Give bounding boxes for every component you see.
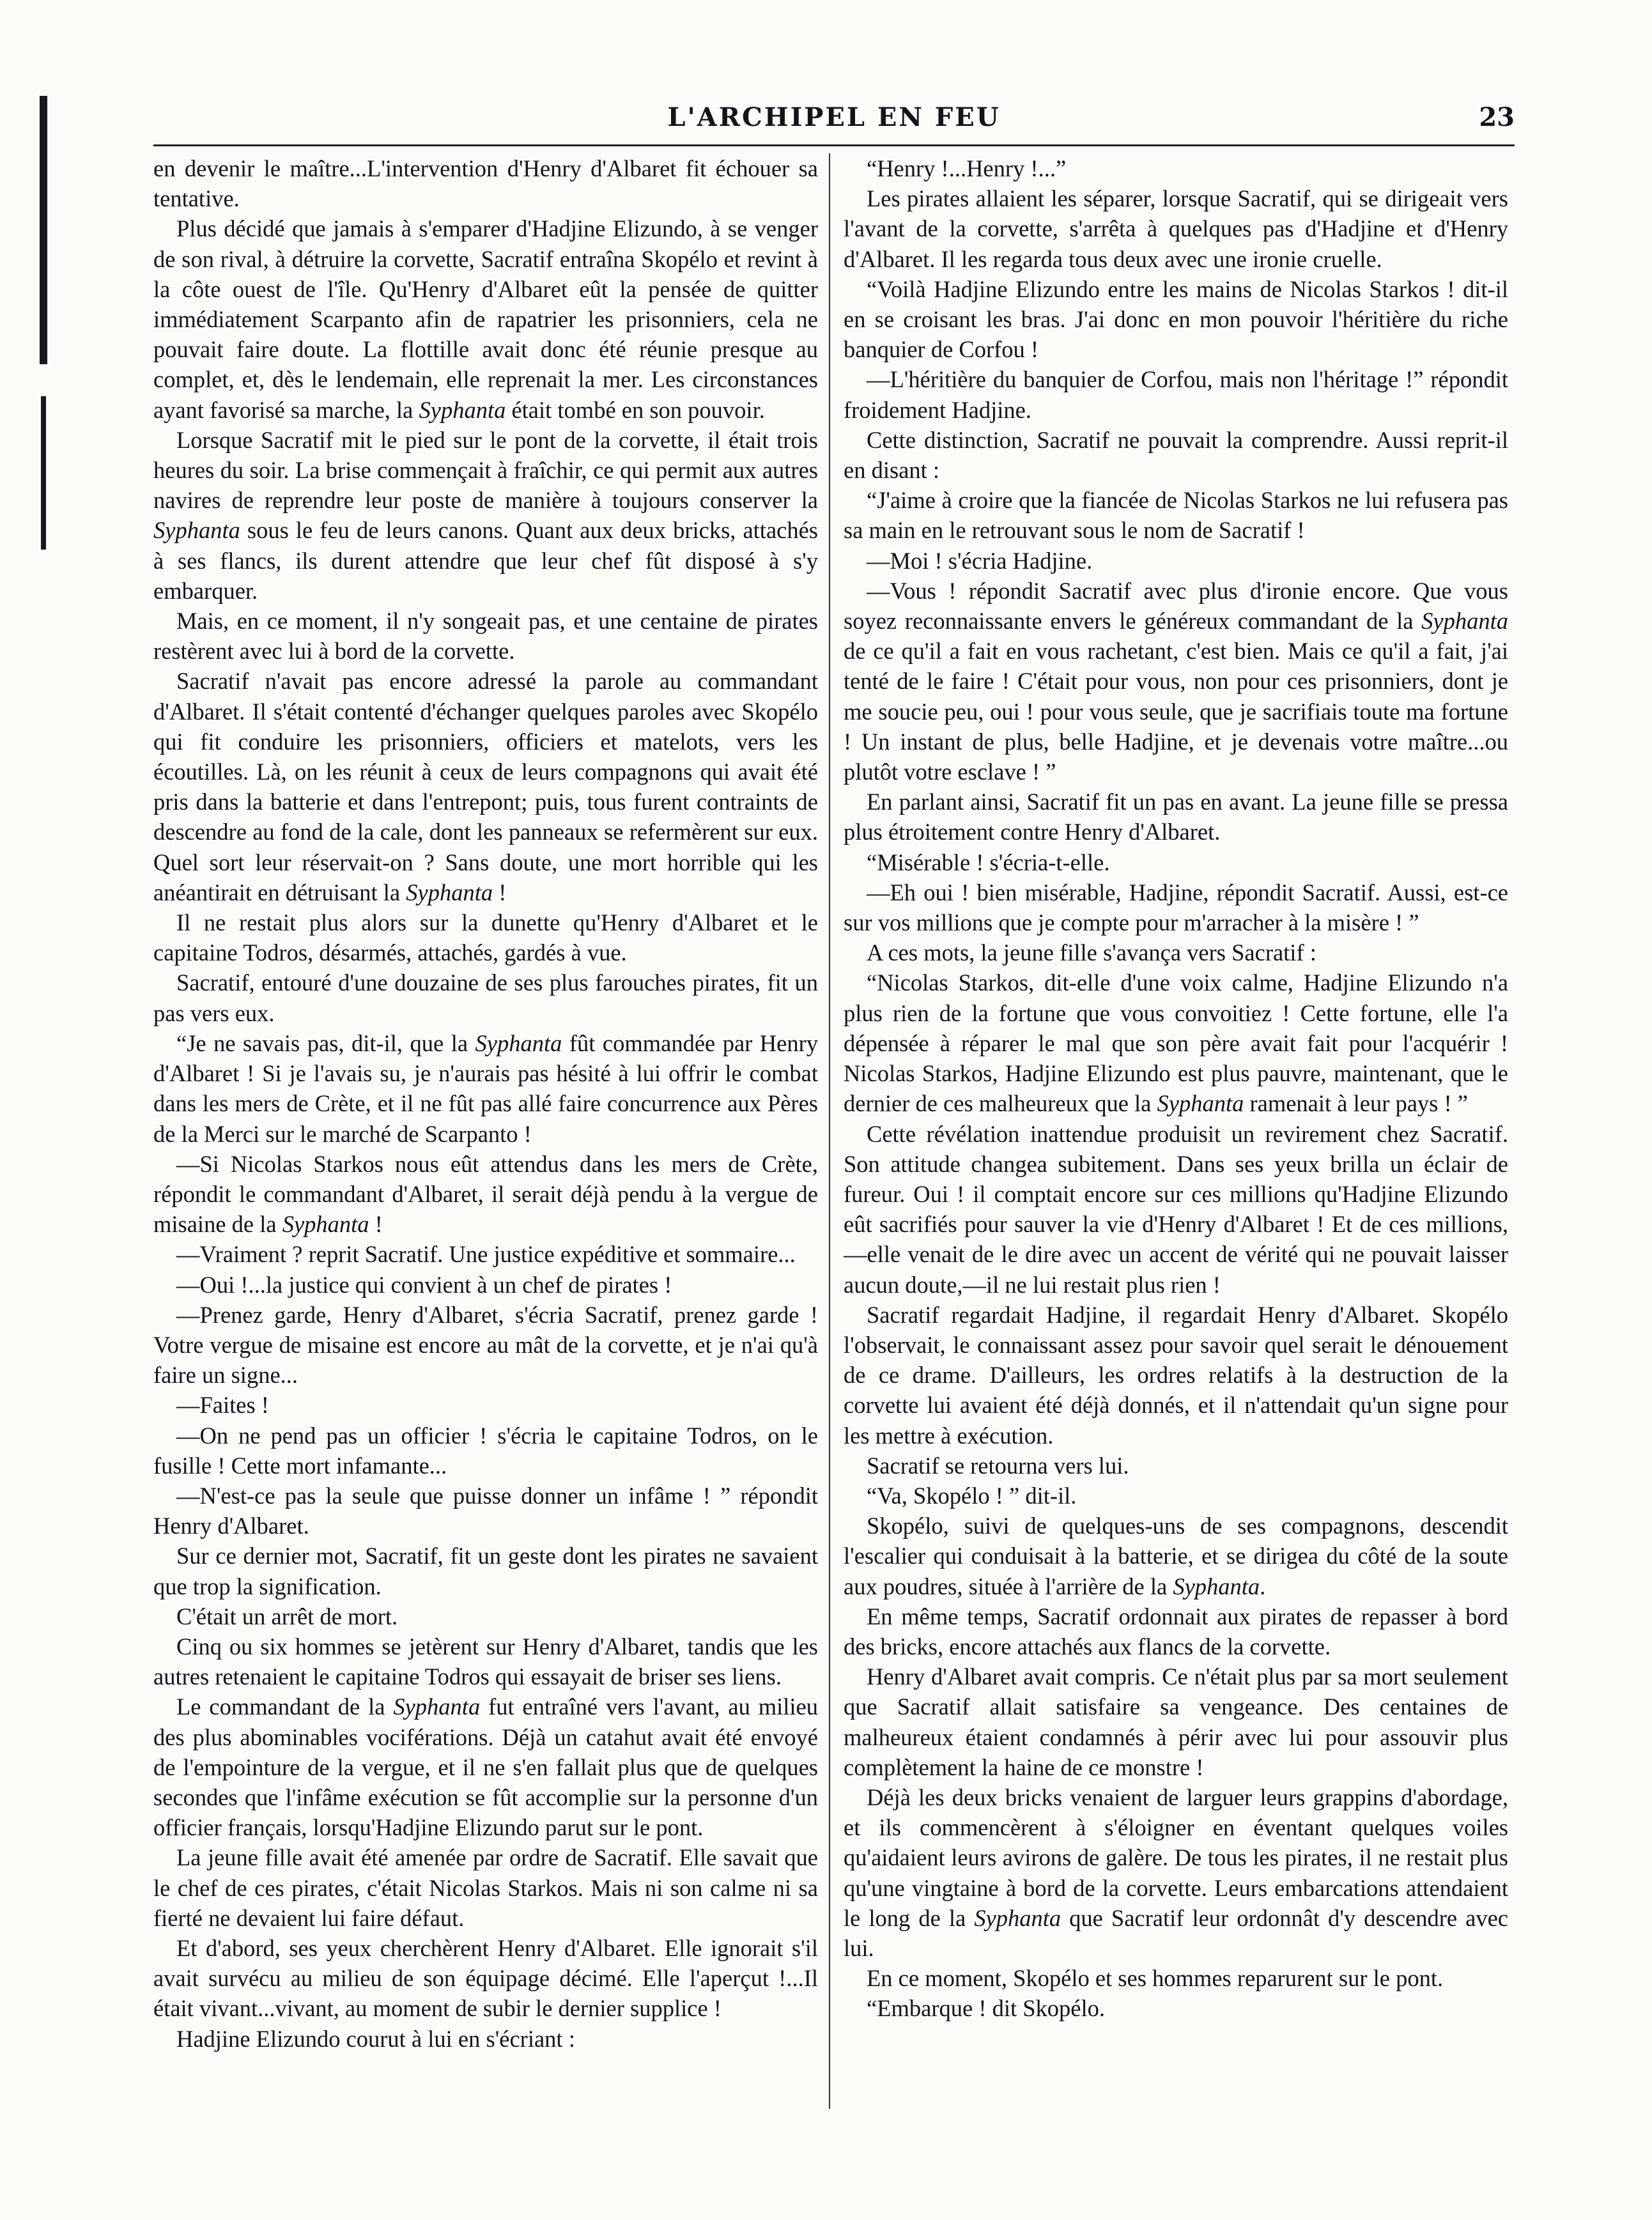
paragraph: Hadjine Elizundo courut à lui en s'écriant : [176, 2025, 575, 2052]
paragraph: —Faites ! [176, 1392, 269, 1419]
paragraph: “Embarque ! dit Skopélo. [867, 1995, 1106, 2022]
paragraph: en devenir le maître...L'intervention d'Henry d'Albaret fit échouer sa tentative. [153, 155, 818, 212]
paragraph: Henry d'Albaret avait compris. Ce n'était plus par sa mort seulement que Sacratif allait satisfaire sa vengeance. Des centaines de malheureux étaient condamnés à périr avec lui pour assouvir plus complètement la haine de ce monstre ! [844, 1663, 1508, 1780]
paragraph: A ces mots, la jeune fille s'avança vers Sacratif : [867, 939, 1316, 966]
paragraph: Sur ce dernier mot, Sacratif, fit un geste dont les pirates ne savaient que trop la signification. [153, 1543, 818, 1599]
paragraph: “Voilà Hadjine Elizundo entre les mains de Nicolas Starkos ! dit-il en se croisant les bras. J'ai donc en mon pouvoir l'héritière du riche banquier de Corfou ! [844, 275, 1508, 363]
paragraph: —Eh oui ! bien misérable, Hadjine, répondit Sacratif. Aussi, est-ce sur vos millions que je compte pour m'arracher à la misère ! ” [844, 879, 1508, 936]
paragraph: En ce moment, Skopélo et ses hommes reparurent sur le pont. [867, 1965, 1444, 1992]
paragraph: Les pirates allaient les séparer, lorsque Sacratif, qui se dirigeait vers l'avant de la corvette, s'arrêta à quelques pas d'Hadjine et d'Henry d'Albaret. Il les regarda tous deux avec une ironie cruelle. [844, 185, 1508, 272]
paragraph: Lorsque Sacratif mit le pied sur le pont de la corvette, il était trois heures du soir. La brise commençait à fraîchir, ce qui permit aux autres navires de reprendre leur poste de manière à toujours conserver la Syphanta sous le feu de leurs canons. Quant aux deux bricks, attachés à ses flancs, ils durent attendre que leur chef fût disposé à s'y embarquer. [153, 426, 818, 604]
paragraph: “Je ne savais pas, dit-il, que la Syphanta fût commandée par Henry d'Albaret ! Si je l'avais su, je n'aurais pas hésité à lui offrir le combat dans les mers de Crète, et il ne fût pas allé faire concurrence aux Pères de la Merci sur le marché de Scarpanto ! [153, 1029, 818, 1147]
paragraph: —Oui !...la justice qui convient à un chef de pirates ! [176, 1271, 672, 1298]
paragraph: —Si Nicolas Starkos nous eût attendus dans les mers de Crète, répondit le commandant d'Albaret, il serait déjà pendu à la vergue de misaine de la Syphanta ! [153, 1150, 818, 1238]
paragraph: “Misérable ! s'écria-t-elle. [867, 849, 1110, 875]
header-rule [153, 144, 1515, 146]
running-title: L'ARCHIPEL EN FEU [667, 102, 1001, 132]
paragraph: Il ne restait plus alors sur la dunette qu'Henry d'Albaret et le capitaine Todros, désarmés, attachés, gardés à vue. [153, 909, 818, 966]
page-number: 23 [1479, 102, 1515, 132]
paragraph: —Prenez garde, Henry d'Albaret, s'écria Sacratif, prenez garde ! Votre vergue de misaine est encore au mât de la corvette, et je n'ai qu'à faire un signe... [153, 1301, 818, 1389]
right-column [844, 153, 1508, 2122]
paragraph: Mais, en ce moment, il n'y songeait pas, et une centaine de pirates restèrent avec lui à bord de la corvette. [153, 608, 818, 665]
paragraph: Sacratif se retourna vers lui. [867, 1452, 1129, 1479]
paragraph: Le commandant de la Syphanta fut entraîné vers l'avant, au milieu des plus abominables vociférations. Déjà un catahut avait été envoyé de l'empointure de la vergue, et il ne s'en fallait plus que de quelques secondes que l'infâme exécution se fût accomplie sur la personne d'un officier français, lorsqu'Hadjine Elizundo parut sur le pont. [153, 1693, 818, 1841]
paragraph: Skopélo, suivi de quelques-uns de ses compagnons, descendit l'escalier qui conduisait à la batterie, et se dirigea du côté de la soute aux poudres, située à l'arrière de la Syphanta. [844, 1513, 1508, 1599]
paragraph: —On ne pend pas un officier ! s'écria le capitaine Todros, on le fusille ! Cette mort infamante... [153, 1422, 818, 1479]
paragraph: Plus décidé que jamais à s'emparer d'Hadjine Elizundo, à se venger de son rival, à détruire la corvette, Sacratif entraîna Skopélo et revint à la côte ouest de l'île. Qu'Henry d'Albaret eût la pensée de quitter immédiatement Scarpanto afin de rapatrier les prisonniers, cela ne pouvait faire doute. La flottille avait donc été réunie presque au complet, et, dès le lendemain, elle reprenait la mer. Les circonstances ayant favorisé sa marche, la Syphanta était tombé en son pouvoir. [153, 215, 818, 423]
binding-edge-mark-lower [41, 396, 46, 550]
paragraph: —Vous ! répondit Sacratif avec plus d'ironie encore. Que vous soyez reconnaissante envers le généreux commandant de la Syphanta de ce qu'il a fait en vous rachetant, c'est bien. Mais ce qu'il a fait, j'ai tenté de le faire ! C'était pour vous, non pour ces prisonniers, dont je me soucie peu, oui ! pour vous seule, que je sacrifiais toute ma fortune ! Un instant de plus, belle Hadjine, et je devenais votre maître...ou plutôt votre esclave ! ” [844, 577, 1508, 785]
paragraph: C'était un arrêt de mort. [176, 1603, 398, 1630]
paragraph: Cette distinction, Sacratif ne pouvait la comprendre. Aussi reprit-il en disant : [844, 426, 1508, 484]
page-header [153, 102, 1515, 143]
paragraph: Sacratif n'avait pas encore adressé la parole au commandant d'Albaret. Il s'était contenté d'échanger quelques paroles avec Skopélo qui fit conduire les prisonniers, officiers et matelots, vers les écoutilles. Là, on les réunit à ceux de leurs compagnons qui avait été pris dans la batterie et dans l'entrepont; puis, tous furent contraints de descendre au fond de la cale, dont les panneaux se refermèrent sur eux. Quel sort leur réservait-on ? Sans doute, une mort horrible qui les anéantirait en détruisant la Syphanta ! [153, 668, 818, 906]
paragraph: En parlant ainsi, Sacratif fit un pas en avant. La jeune fille se pressa plus étroitement contre Henry d'Albaret. [844, 789, 1508, 845]
paragraph: “Nicolas Starkos, dit-elle d'une voix calme, Hadjine Elizundo n'a plus rien de la fortune que vous convoitiez ! Cette fortune, elle l'a dépensée à réparer le mal que son père avait fait pour l'acquérir ! Nicolas Starkos, Hadjine Elizundo est plus pauvre, maintenant, que le dernier de ces malheureux que la Syphanta ramenait à leur pays ! ” [844, 969, 1508, 1117]
paragraph: Déjà les deux bricks venaient de larguer leurs grappins d'abordage, et ils commencèrent à s'éloigner en éventant quelques voiles qu'aidaient leurs avirons de galère. De tous les pirates, il ne restait plus qu'une vingtaine à bord de la corvette. Leurs embarcations attendaient le long de la Syphanta que Sacratif leur ordonnât d'y descendre avec lui. [844, 1784, 1508, 1961]
paragraph: —N'est-ce pas la seule que puisse donner un infâme ! ” répondit Henry d'Albaret. [153, 1482, 818, 1539]
binding-edge-mark [40, 96, 47, 364]
paragraph: —Vraiment ? reprit Sacratif. Une justice expéditive et sommaire... [176, 1241, 796, 1268]
left-column [153, 153, 818, 2122]
paragraph: “Va, Skopélo ! ” dit-il. [867, 1482, 1077, 1509]
paragraph: Sacratif regardait Hadjine, il regardait Henry d'Albaret. Skopélo l'observait, le connaissant assez pour savoir quel serait le dénouement de ce drame. D'ailleurs, les ordres relatifs à la destruction de la corvette lui avaient été déjà donnés, et il n'attendait qu'un signe pour les mettre à exécution. [844, 1301, 1508, 1449]
paragraph: “J'aime à croire que la fiancée de Nicolas Starkos ne lui refusera pas sa main en le retrouvant sous le nom de Sacratif ! [844, 487, 1508, 544]
paragraph: La jeune fille avait été amenée par ordre de Sacratif. Elle savait que le chef de ces pirates, c'était Nicolas Starkos. Mais ni son calme ni sa fierté ne devaient lui faire défaut. [153, 1844, 818, 1931]
paragraph: —L'héritière du banquier de Corfou, mais non l'héritage !” répondit froidement Hadjine. [844, 366, 1508, 423]
paragraph: Et d'abord, ses yeux cherchèrent Henry d'Albaret. Elle ignorait s'il avait survécu au milieu de son équipage décimé. Elle l'aperçut !...Il était vivant...vivant, au moment de subir le dernier supplice ! [153, 1934, 818, 2022]
paragraph: —Moi ! s'écria Hadjine. [867, 547, 1093, 574]
paragraph: “Henry !...Henry !...” [867, 155, 1067, 181]
paragraph: Cette révélation inattendue produisit un revirement chez Sacratif. Son attitude changea subitement. Dans ses yeux brilla un éclair de fureur. Oui ! il comptait encore sur ces millions qu'Hadjine Elizundo eût sacrifiés pour sauver la vie d'Henry d'Albaret ! Et de ces millions,—elle venait de le dire avec un accent de vérité qui ne pouvait laisser aucun doute,—il ne lui restait plus rien ! [844, 1120, 1508, 1298]
paragraph: En même temps, Sacratif ordonnait aux pirates de repasser à bord des bricks, encore attachés aux flancs de la corvette. [844, 1603, 1508, 1660]
paragraph: Cinq ou six hommes se jetèrent sur Henry d'Albaret, tandis que les autres retenaient le capitaine Todros qui essayait de briser ses liens. [153, 1633, 818, 1690]
paragraph: Sacratif, entouré d'une douzaine de ses plus farouches pirates, fit un pas vers eux. [153, 969, 818, 1026]
column-divider [829, 153, 830, 2109]
